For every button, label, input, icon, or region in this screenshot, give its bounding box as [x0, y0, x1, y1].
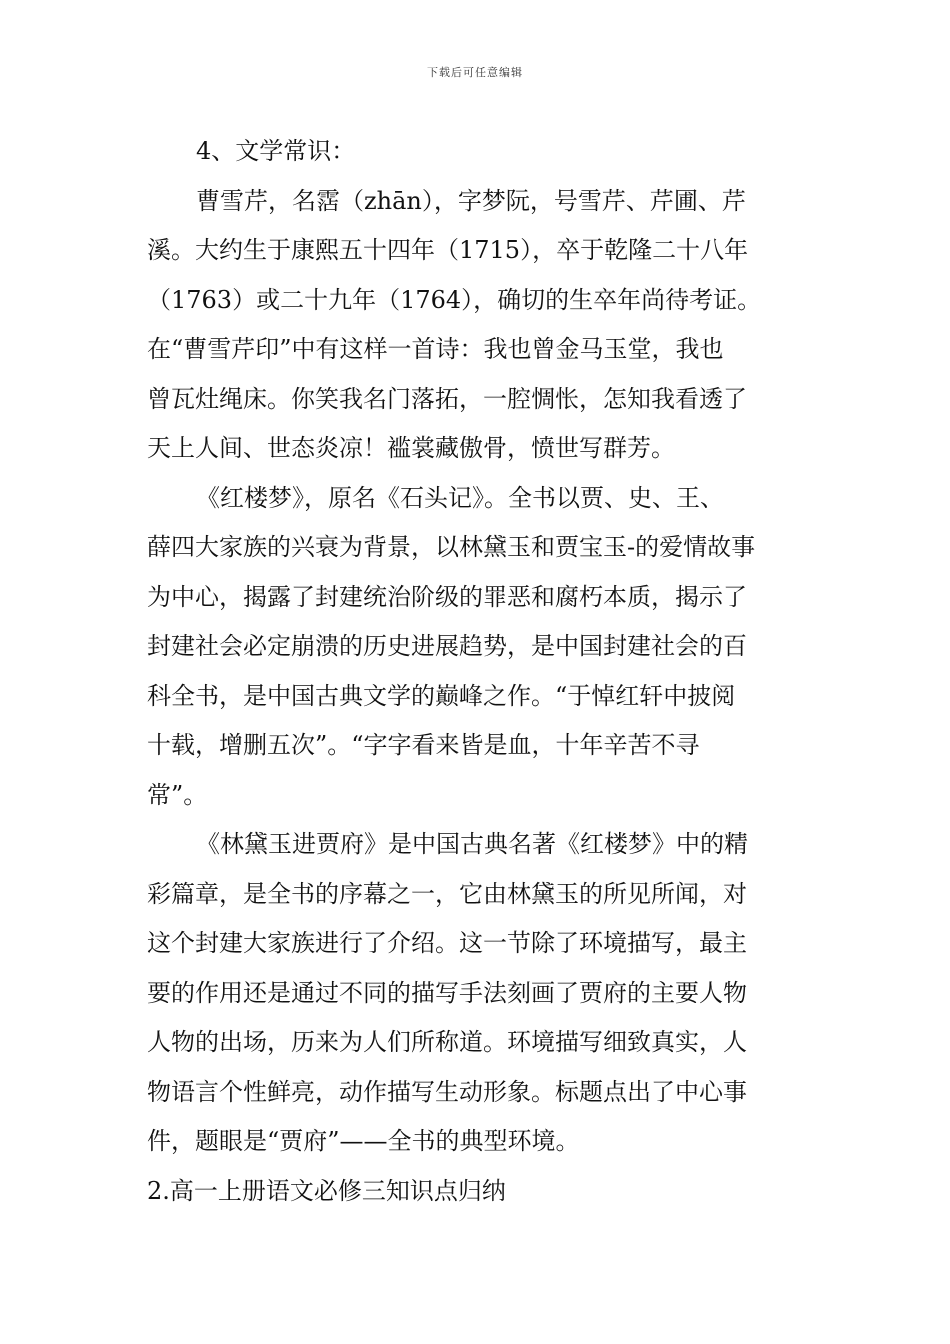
text-line: 彩篇章，是全书的序幕之一，它由林黛玉的所见所闻，对 — [147, 879, 747, 908]
text-line: 这个封建大家族进行了介绍。这一节除了环境描写，最主 — [147, 929, 747, 957]
text-line: 十载，增删五次”。“字字看来皆是血，十年辛苦不寻 — [147, 731, 700, 759]
text-line: 曾瓦灶绳床。你笑我名门落拓，一腔惆怅，怎知我看透了 — [147, 384, 747, 413]
text-line: 物语言个性鲜亮，动作描写生动形象。标题点出了中心事 — [147, 1077, 747, 1106]
text-line: 在“曹雪芹印”中有这样一首诗：我也曾金马玉堂，我也 — [147, 335, 724, 363]
text-line: 为中心，揭露了封建统治阶级的罪恶和腐朽本质，揭示了 — [147, 582, 747, 611]
text-line: 4、文学常识： — [196, 137, 356, 165]
text-line: 封建社会必定崩溃的历史进展趋势，是中国封建社会的百 — [147, 632, 747, 660]
text-line: 要的作用还是通过不同的描写手法刻画了贾府的主要人物 — [147, 978, 747, 1007]
text-line: 曹雪芹，名霑（zhān），字梦阮，号雪芹、芹圃、芹 — [196, 186, 746, 215]
text-line: 《红楼梦》，原名《石头记》。全书以贾、史、王、 — [196, 483, 724, 512]
document-body — [147, 127, 807, 1216]
text-line: 天上人间、世态炎凉！褴裳藏傲骨，愤世写群芳。 — [147, 434, 675, 462]
text-line: 科全书，是中国古典文学的巅峰之作。“于悼红轩中披阅 — [147, 681, 736, 710]
section-heading: 2.高一上册语文必修三知识点归纳 — [147, 1176, 506, 1205]
text-line: 常”。 — [147, 780, 208, 809]
text-line: 溪。大约生于康熙五十四年（1715），卒于乾隆二十八年 — [147, 236, 749, 264]
text-line: 《林黛玉进贾府》是中国古典名著《红楼梦》中的精 — [196, 830, 748, 858]
text-line: 件，题眼是“贾府”——全书的典型环境。 — [147, 1127, 580, 1155]
text-line: （1763）或二十九年（1764），确切的生卒年尚待考证。 — [147, 285, 762, 314]
text-line: 人物的出场，历来为人们所称道。环境描写细致真实，人 — [147, 1028, 747, 1056]
text-line: 薛四大家族的兴衰为背景，以林黛玉和贾宝玉-的爱情故事 — [147, 533, 756, 561]
page-header: 下载后可任意编辑 — [427, 66, 523, 79]
